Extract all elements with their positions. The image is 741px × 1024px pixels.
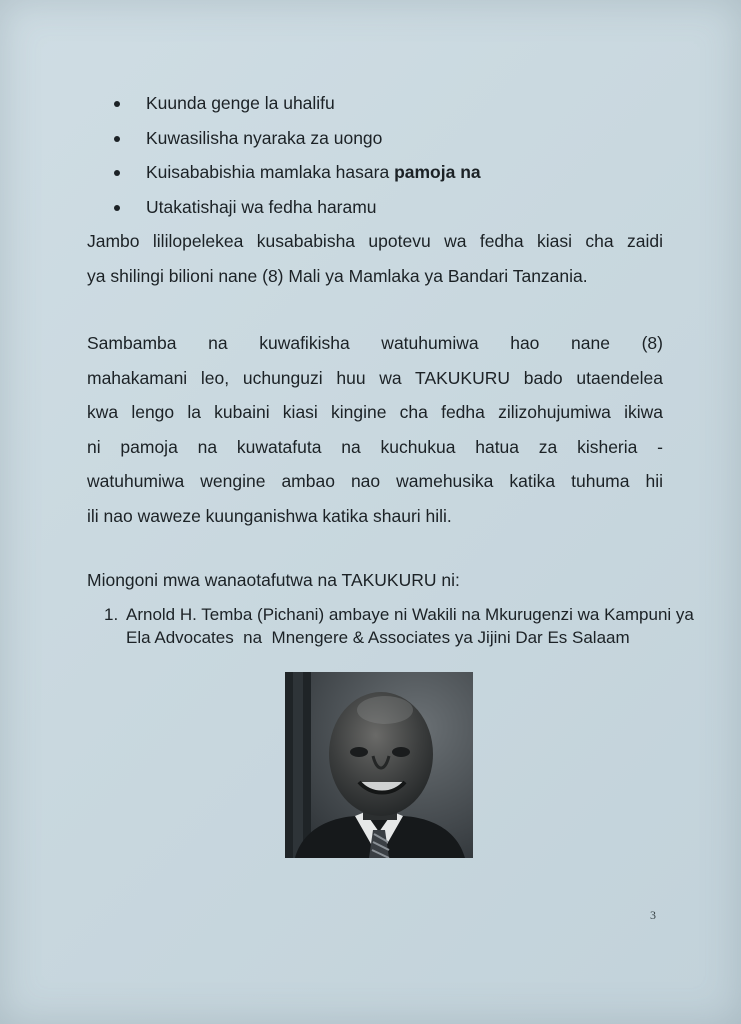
bullet-icon	[114, 170, 120, 176]
suspect-photo	[285, 672, 473, 858]
wanted-item	[104, 603, 714, 649]
bullet-icon	[114, 136, 120, 142]
bullet-icon	[114, 205, 120, 211]
offence-item: Kuisababishia mamlaka hasara pamoja na	[110, 157, 481, 192]
portrait-image	[285, 672, 473, 858]
offence-item: Kuunda genge la uhalifu	[110, 88, 481, 123]
wanted-intro: Miongoni mwa wanaotafutwa na TAKUKURU ni:	[87, 570, 460, 590]
paragraph-line: ili nao waweze kuunganishwa katika shauri hili.	[87, 505, 452, 526]
paragraph-line: mahakamani leo, uchunguzi huu wa TAKUKURU bado utaendelea	[87, 367, 663, 388]
paragraph-line: kwa lengo la kubaini kiasi kingine cha fedha zilizohujumiwa ikiwa	[87, 402, 663, 422]
bullet-icon	[114, 101, 120, 107]
offence-item: Utakatishaji wa fedha haramu	[110, 192, 481, 227]
paragraph-line: Jambo lililopelekea kusababisha upotevu wa fedha kiasi cha zaidi	[87, 231, 663, 251]
paragraph-line: Sambamba na kuwafikisha watuhumiwa hao nane (8)	[87, 333, 663, 353]
paragraph-line: watuhumiwa wengine ambao nao wamehusika katika tuhuma hii	[87, 471, 663, 491]
offence-item: Kuwasilisha nyaraka za uongo	[110, 123, 481, 158]
wanted-item-text: Arnold H. Temba (Pichani) ambaye ni Wakili na Mkurugenzi wa Kampuni ya Ela Advocates na Mnengere & Associates ya Jijini Dar Es Salaam	[126, 605, 699, 647]
offence-list	[110, 88, 481, 226]
page-number: 3	[650, 908, 656, 922]
wanted-list	[104, 603, 714, 649]
paragraph-line: ni pamoja na kuwatafuta na kuchukua hatua za kisheria -	[87, 436, 663, 457]
bold-phrase: pamoja na	[394, 162, 481, 182]
paragraph-line: ya shilingi bilioni nane (8) Mali ya Mamlaka ya Bandari Tanzania.	[87, 265, 588, 286]
list-number: 1.	[104, 605, 119, 624]
paragraph-loss-amount	[87, 224, 663, 293]
paragraph-investigation	[87, 326, 663, 533]
